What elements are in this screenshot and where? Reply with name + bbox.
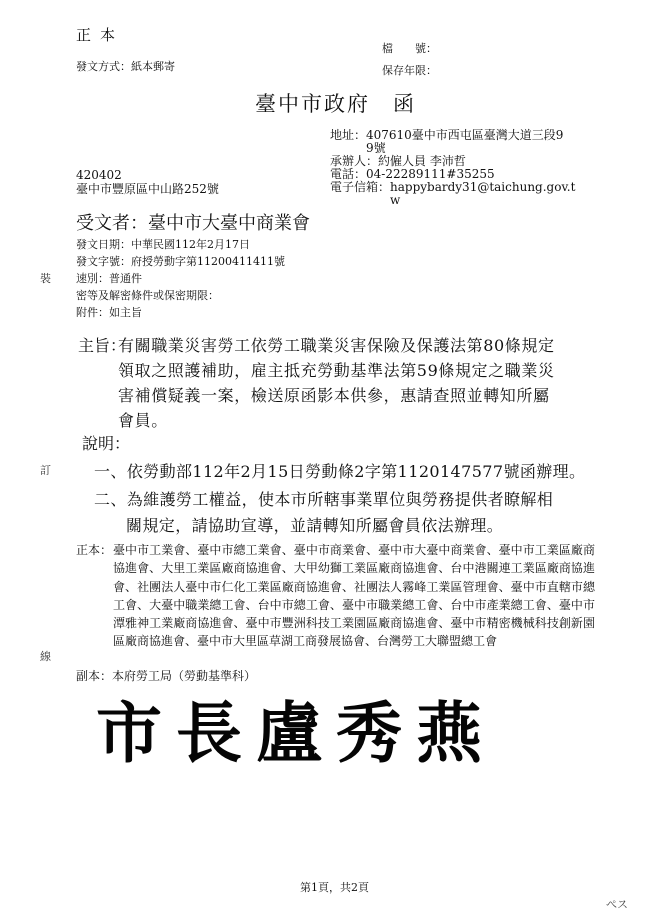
retention-period-label: 保存年限：: [382, 64, 437, 77]
binding-mark: 訂: [40, 464, 51, 477]
contact-phone: 電話：04-22289111#35255: [330, 167, 495, 181]
corner-mark: ぺス: [606, 898, 628, 911]
contact-email-cont: w: [390, 193, 401, 207]
page-number: 第1頁，共2頁: [300, 881, 369, 894]
primary-copy-list: 臺中市工業會、臺中市總工業會、臺中市商業會、臺中市大臺中商業會、臺中市工業區廠商協進會、大里工業區廠商協進會、大甲幼獅工業區廠商協進會、台中港關連工業區廠商協進會、社團法人臺中市仁化工業區廠商協進會、社團法人霧峰工業區管理會、臺中市直轄市總工會、大臺中職業總工會、台中市總工會、臺中市職業總工會、台中市產業總工會、臺中市潭雅神工業廠商協進會、臺中市豐洲科技工業園區廠商協進會、臺中市精密機械科技創新園區廠商協進會、臺中市大里區草湖工商發展協會、台灣勞工大聯盟總工會: [113, 543, 595, 649]
binding-mark: 線: [40, 650, 51, 663]
binding-mark: 裝: [40, 272, 51, 285]
recipient: 受文者：臺中市大臺中商業會: [76, 213, 310, 234]
recipient-street: 臺中市豐原區中山路252號: [76, 182, 219, 196]
file-number-label: 檔 號：: [382, 42, 437, 55]
document-number: 發文字號：府授勞動字第11200411411號: [76, 255, 285, 268]
primary-copy-label: 正本：: [76, 543, 113, 557]
delivery-method: 發文方式：紙本郵寄: [76, 60, 175, 73]
subject-line: 領取之照護補助，雇主抵充勞動基準法第59條規定之職業災: [118, 361, 555, 380]
description-label: 說明：: [82, 434, 131, 453]
mayor-signature: 市長盧秀燕: [96, 694, 496, 772]
sender-address-cont: 9號: [366, 141, 386, 155]
issue-date: 發文日期：中華民國112年2月17日: [76, 238, 250, 251]
secondary-copy: 副本：本府勞工局（勞動基準科）: [76, 669, 257, 683]
subject-label: 主旨：: [78, 336, 127, 355]
delivery-speed: 速別：普通件: [76, 272, 142, 285]
security-level: 密等及解密條件或保密期限：: [76, 289, 219, 302]
sender-address: 地址：407610臺中市西屯區臺灣大道三段9: [330, 128, 564, 142]
recipient-zip: 420402: [76, 168, 122, 182]
contact-email: 電子信箱：happybardy31@taichung.gov.t: [330, 180, 576, 194]
subject-line: 有關職業災害勞工依勞工職業災害保險及保護法第80條規定: [118, 336, 555, 355]
document-title: 臺中市政府 函: [255, 92, 416, 116]
original-copy-label: 正本: [76, 26, 125, 44]
subject-line: 會員。: [118, 411, 168, 430]
contact-person: 承辦人：約僱人員 李沛哲: [330, 154, 466, 168]
description-item-1: 一、依勞動部112年2月15日勞動條2字第1120147577號函辦理。: [94, 462, 586, 481]
attachment: 附件：如主旨: [76, 306, 142, 319]
description-item-2-cont: 關規定，請協助宣導，並請轉知所屬會員依法辦理。: [126, 516, 504, 535]
description-item-2: 二、為維護勞工權益，使本市所轄事業單位與勞務提供者瞭解相: [94, 490, 554, 509]
subject-line: 害補償疑義一案，檢送原函影本供參，惠請查照並轉知所屬: [118, 386, 550, 405]
